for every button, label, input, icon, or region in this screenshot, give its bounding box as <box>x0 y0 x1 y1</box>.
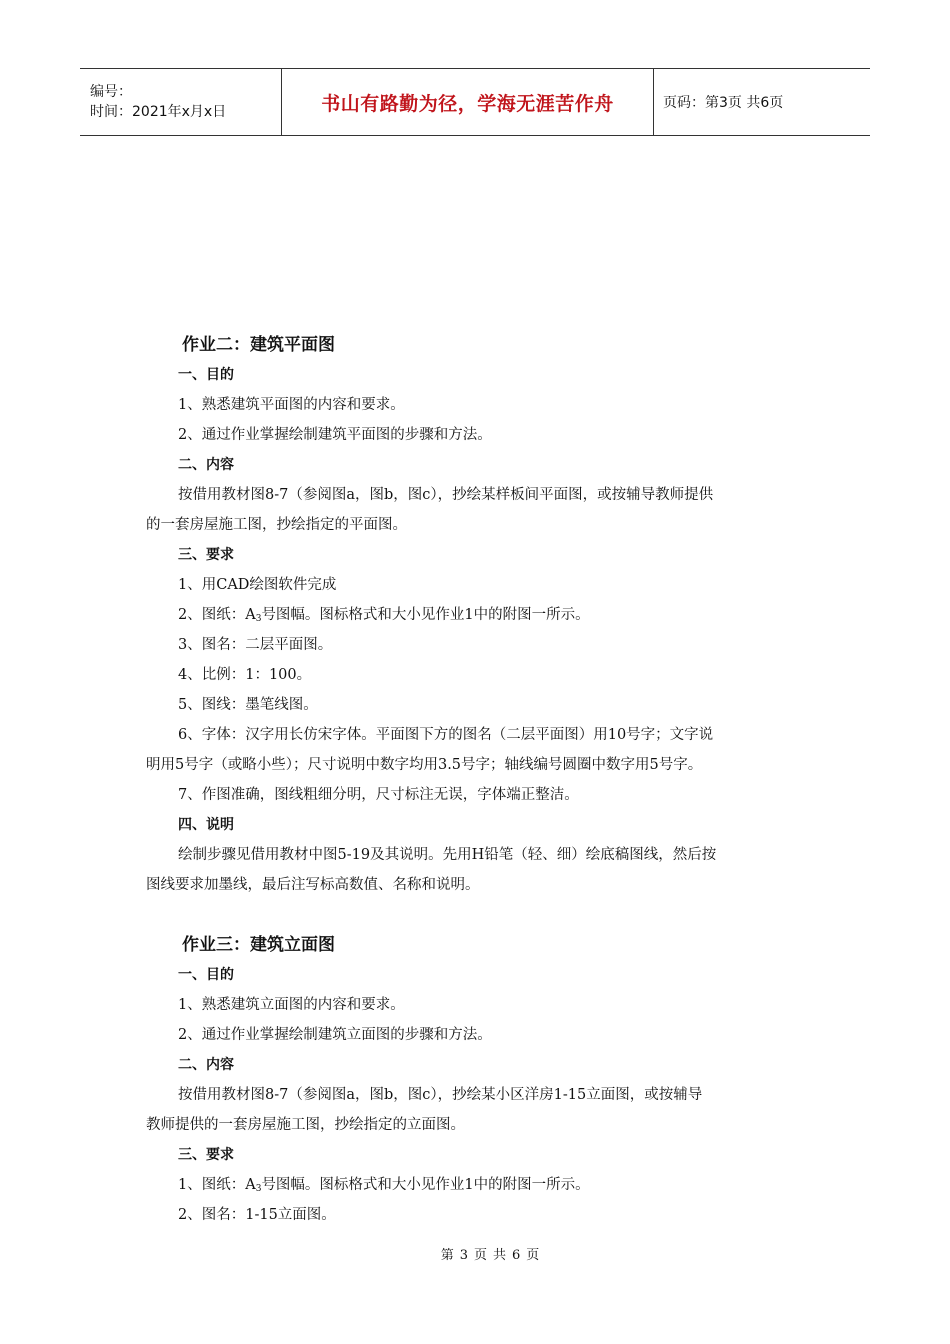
paragraph: 2、通过作业掌握绘制建筑立面图的步骤和方法。 <box>178 1027 492 1043</box>
paragraph: 1、熟悉建筑平面图的内容和要求。 <box>178 397 405 413</box>
page-footer <box>0 1244 950 1263</box>
requirement-item <box>146 600 808 630</box>
requirement-text: 2、图纸：A <box>178 607 256 623</box>
paragraph: 教师提供的一套房屋施工图，抄绘指定的立面图。 <box>146 1117 465 1133</box>
footer-di: 第 <box>440 1248 454 1263</box>
section-heading: 一、目的 <box>178 367 234 383</box>
section-heading: 一、目的 <box>178 967 234 983</box>
paragraph: 按借用教材图8-7（参阅图a，图b，图c），抄绘某小区洋房1-15立面图，或按辅导 <box>178 1087 703 1103</box>
header-page-info <box>654 69 870 135</box>
requirement-item: 6、字体：汉字用长仿宋字体。平面图下方的图名（二层平面图）用10号字；文字说 <box>178 727 714 743</box>
requirement-item: 3、图名：二层平面图。 <box>178 637 333 653</box>
assignment2-title: 作业二：建筑平面图 <box>182 335 335 355</box>
footer-ye: 页 <box>526 1248 540 1263</box>
requirement-item <box>146 1170 808 1200</box>
requirement-text: 号图幅。图标格式和大小见作业1中的附图一所示。 <box>261 1177 590 1193</box>
page-header <box>80 68 870 136</box>
document-body <box>146 330 808 1230</box>
requirement-item: 明用5号字（或略小些）；尺寸说明中数字均用3.5号字；轴线编号圆圈中数字用5号字。 <box>146 757 703 773</box>
paragraph: 图线要求加墨线，最后注写标高数值、名称和说明。 <box>146 877 480 893</box>
requirement-item: 5、图线：墨笔线图。 <box>178 697 318 713</box>
paragraph: 1、熟悉建筑立面图的内容和要求。 <box>178 997 405 1013</box>
requirement-item: 4、比例：1：100。 <box>178 667 312 683</box>
number-label: 编号： <box>90 84 132 100</box>
requirement-text: 号图幅。图标格式和大小见作业1中的附图一所示。 <box>261 607 590 623</box>
footer-ye: 页 <box>473 1248 487 1263</box>
paragraph: 的一套房屋施工图，抄绘指定的平面图。 <box>146 517 407 533</box>
spacer <box>146 900 808 930</box>
section-heading: 二、内容 <box>178 457 234 473</box>
requirement-item: 7、作图准确，图线粗细分明，尺寸标注无误，字体端正整洁。 <box>178 787 579 803</box>
requirement-item: 1、用CAD绘图软件完成 <box>178 577 337 593</box>
section-heading: 三、要求 <box>178 1147 234 1163</box>
assignment3-title: 作业三：建筑立面图 <box>182 935 335 955</box>
page-info-text: 页码：第3页 共6页 <box>663 95 784 111</box>
paragraph: 按借用教材图8-7（参阅图a，图b，图c），抄绘某样板间平面图，或按辅导教师提供 <box>178 487 714 503</box>
section-heading: 二、内容 <box>178 1057 234 1073</box>
header-meta <box>80 69 281 135</box>
motto-text: 书山有路勤为径，学海无涯苦作舟 <box>321 92 614 115</box>
subscript: 3 <box>255 614 262 624</box>
header-motto-cell <box>281 69 654 135</box>
subscript: 3 <box>255 1184 262 1194</box>
requirement-item: 2、图名：1-15立面图。 <box>178 1207 336 1223</box>
footer-page-number: 3 <box>459 1248 468 1263</box>
paragraph: 绘制步骤见借用教材中图5-19及其说明。先用H铅笔（轻、细）绘底稿图线，然后按 <box>178 847 717 863</box>
time-label: 时间：2021年x月x日 <box>90 104 227 120</box>
section-heading: 四、说明 <box>178 817 234 833</box>
footer-total-pages: 6 <box>512 1248 521 1263</box>
paragraph: 2、通过作业掌握绘制建筑平面图的步骤和方法。 <box>178 427 492 443</box>
requirement-text: 1、图纸：A <box>178 1177 256 1193</box>
section-heading: 三、要求 <box>178 547 234 563</box>
footer-gong: 共 <box>493 1248 507 1263</box>
